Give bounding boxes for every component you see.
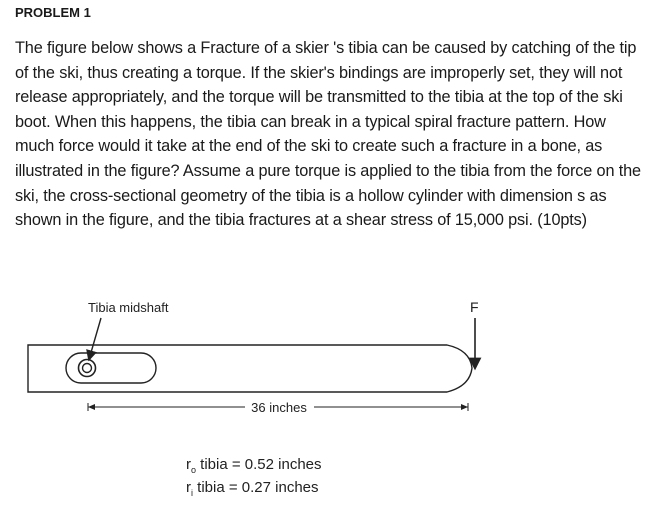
boot-outline — [66, 353, 156, 383]
ski-outline — [28, 345, 472, 392]
tibia-inner-circle — [83, 364, 92, 373]
inner-radius-line: $r_i$ tibia = 0.27 inches — [186, 479, 319, 498]
length-label: 36 inches — [251, 400, 307, 415]
force-label: F — [470, 299, 479, 315]
tibia-outer-circle — [79, 360, 96, 377]
dimension-arrow-right — [461, 404, 468, 410]
tibia-pointer-arrow — [90, 318, 101, 356]
problem-statement: The figure below shows a Fracture of a skier 's tibia can be caused by catching of the tip of the ski, thus creating a torque. If the skier's bindings are improperly set, they will not release appropriately, and the torque will be transmitted to the tibia at the top of the ski boot. When this happens, the tibia can break in a typical spiral fracture pattern. How much force would it take at the end of the ski to create such a fracture in a bone, as illustrated in the figure? Assume a pure torque is applied to the tibia from the force on the ski, the cross-sectional geometry of the tibia is a hollow cylinder with dimension s as shown in the figure, and the tibia fractures at a shear stress of 15,000 psi. (10pts) — [15, 39, 641, 230]
problem-heading: PROBLEM 1 — [15, 5, 91, 20]
dimension-arrow-left — [88, 404, 95, 410]
outer-radius-line: $r_o$ tibia = 0.52 inches — [186, 456, 322, 475]
tibia-midshaft-label: Tibia midshaft — [88, 300, 169, 315]
